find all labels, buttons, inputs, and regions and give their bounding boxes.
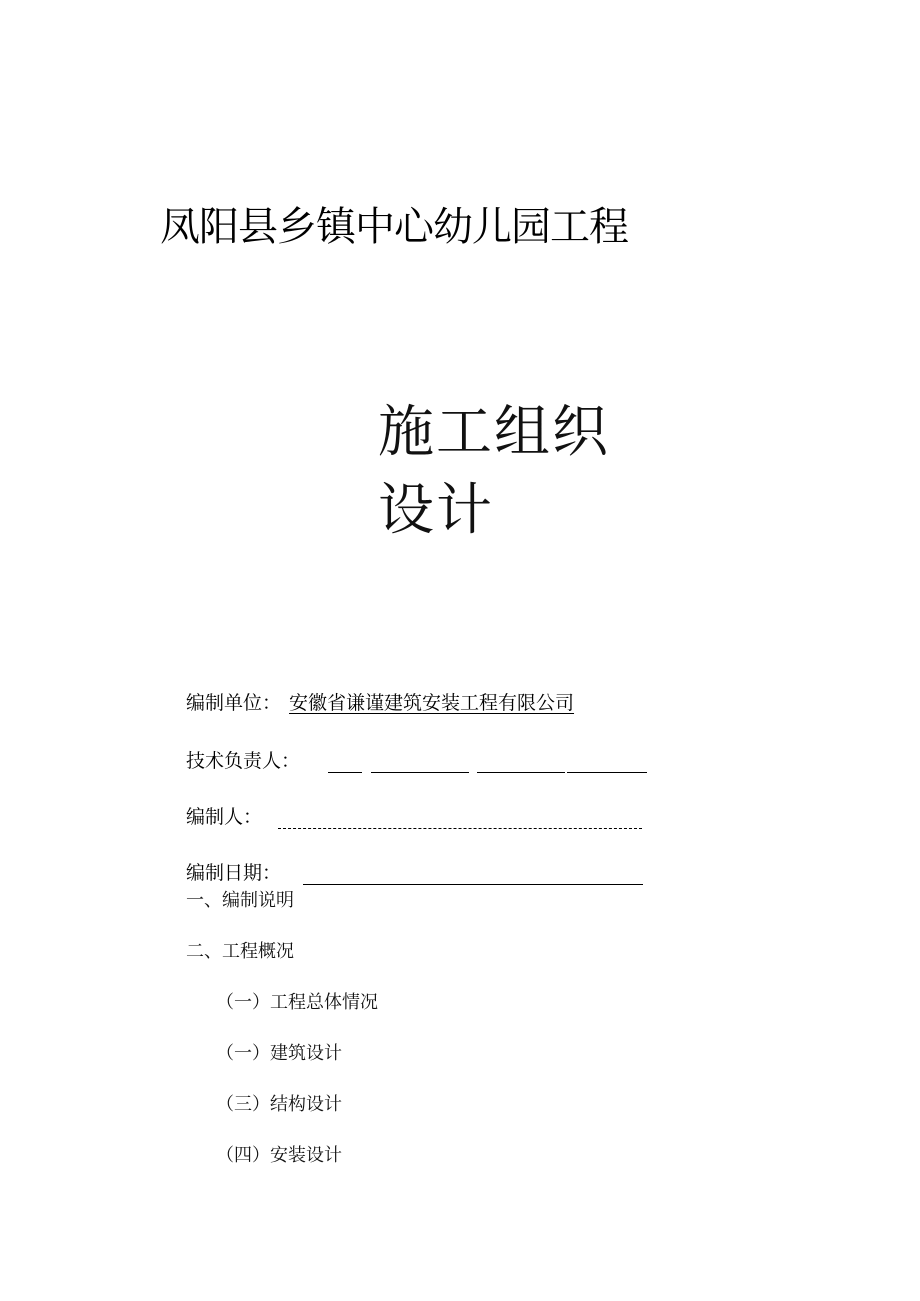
compiling-unit-label: 编制单位： [186,692,282,714]
technical-lead-blank-1 [328,754,362,773]
toc-item-general-situation: （一）工程总体情况 [216,992,378,1013]
compile-date-blank [303,866,643,885]
toc-item-structural-design: （三）结构设计 [216,1094,342,1115]
author-field [186,802,642,829]
document-title-line1: 施工组织 [378,400,610,465]
compiling-unit-value: 安徽省谦谨建筑安装工程有限公司 [289,692,575,714]
toc-item-compilation-notes: 一、编制说明 [186,890,294,911]
document-title-line2: 设计 [378,478,494,543]
compile-date-field [186,858,643,885]
author-label: 编制人： [186,806,263,828]
project-title: 凤阳县乡镇中心幼儿园工程 [160,204,628,250]
toc-item-project-overview: 二、工程概况 [186,941,294,962]
technical-lead-label: 技术负责人： [186,750,301,772]
toc-item-installation-design: （四）安装设计 [216,1145,342,1166]
toc-item-architectural-design: （一）建筑设计 [216,1043,342,1064]
technical-lead-blank-4 [567,754,647,773]
author-blank [278,816,642,829]
technical-lead-field [186,746,647,773]
compile-date-label: 编制日期： [186,862,282,884]
technical-lead-blank-3 [477,754,565,773]
compiling-unit-field [186,688,574,715]
technical-lead-blank-2 [371,754,469,773]
